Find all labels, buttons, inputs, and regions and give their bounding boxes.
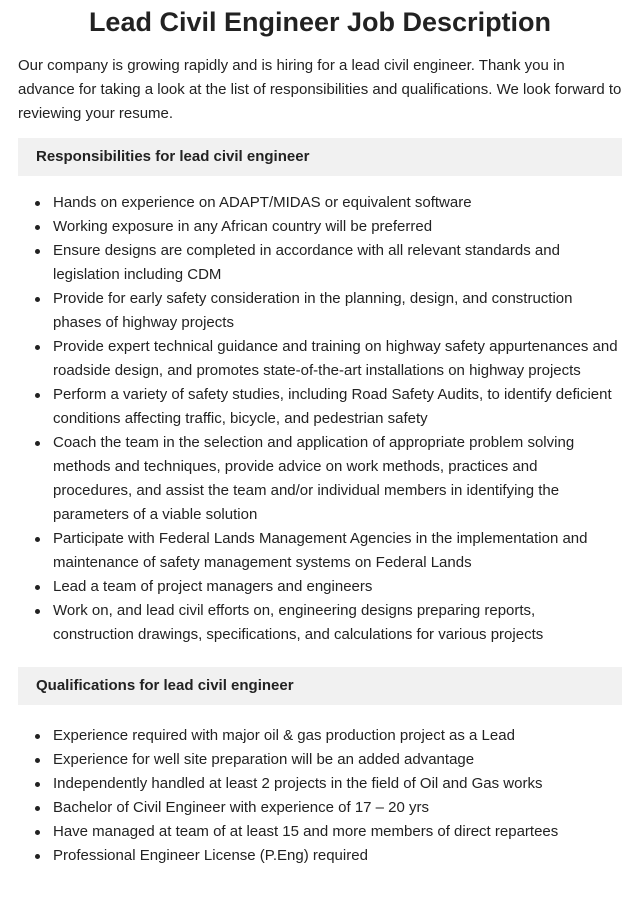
bullet-icon — [35, 441, 40, 446]
list-item — [18, 383, 622, 431]
list-item-text: Hands on experience on ADAPT/MIDAS or equivalent software — [53, 194, 472, 211]
qualifications-list — [18, 724, 622, 868]
list-item-text: Provide for early safety consideration in the planning, design, and construction phases of highway projects — [53, 290, 573, 331]
list-item — [18, 527, 622, 575]
responsibilities-list — [18, 191, 622, 647]
list-item — [18, 724, 622, 748]
list-item-text: Have managed at team of at least 15 and more members of direct repartees — [53, 823, 559, 840]
list-item-text: Ensure designs are completed in accordance with all relevant standards and legislation including CDM — [53, 242, 560, 283]
list-item — [18, 844, 622, 868]
bullet-icon — [35, 782, 40, 787]
list-item-text: Professional Engineer License (P.Eng) required — [53, 847, 368, 864]
list-item-text: Perform a variety of safety studies, including Road Safety Audits, to identify deficient conditions affecting traffic, bicycle, and pedestrian safety — [53, 386, 612, 427]
list-item — [18, 431, 622, 527]
page-title: Lead Civil Engineer Job Description — [88, 7, 552, 37]
bullet-icon — [35, 806, 40, 811]
bullet-icon — [35, 609, 40, 614]
bullet-icon — [35, 854, 40, 859]
list-item-text: Working exposure in any African country will be preferred — [53, 218, 433, 235]
intro-paragraph: Our company is growing rapidly and is hiring for a lead civil engineer. Thank you in advance for taking a look at the list of responsibilities and qualifications. We look forward to reviewing your resume. — [18, 57, 622, 122]
bullet-icon — [35, 734, 40, 739]
responsibilities-heading: Responsibilities for lead civil engineer — [18, 138, 622, 176]
list-item — [18, 335, 622, 383]
list-item — [18, 575, 622, 599]
bullet-icon — [35, 585, 40, 590]
list-item-text: Lead a team of project managers and engineers — [53, 578, 373, 595]
list-item-text: Independently handled at least 2 projects in the field of Oil and Gas works — [53, 775, 543, 792]
list-item-text: Coach the team in the selection and application of appropriate problem solving methods and techniques, provide advice on work methods, practices and procedures, and assist the team and/or individual members in identifying the parameters of a viable solution — [53, 434, 575, 523]
bullet-icon — [35, 249, 40, 254]
bullet-icon — [35, 225, 40, 230]
list-item-text: Bachelor of Civil Engineer with experience of 17 – 20 yrs — [53, 799, 430, 816]
list-item — [18, 599, 622, 647]
list-item-text: Experience for well site preparation will be an added advantage — [53, 751, 475, 768]
list-item — [18, 239, 622, 287]
bullet-icon — [35, 297, 40, 302]
bullet-icon — [35, 537, 40, 542]
list-item-text: Experience required with major oil & gas production project as a Lead — [53, 727, 515, 744]
list-item — [18, 772, 622, 796]
bullet-icon — [35, 345, 40, 350]
bullet-icon — [35, 758, 40, 763]
list-item — [18, 191, 622, 215]
list-item — [18, 796, 622, 820]
list-item — [18, 820, 622, 844]
list-item-text: Participate with Federal Lands Management Agencies in the implementation and maintenance of safety management systems on Federal Lands — [53, 530, 588, 571]
bullet-icon — [35, 201, 40, 206]
qualifications-heading: Qualifications for lead civil engineer — [18, 667, 622, 705]
list-item — [18, 748, 622, 772]
bullet-icon — [35, 830, 40, 835]
bullet-icon — [35, 393, 40, 398]
list-item-text: Provide expert technical guidance and training on highway safety appurtenances and roadside design, and promotes state-of-the-art installations on highway projects — [53, 338, 618, 379]
list-item-text: Work on, and lead civil efforts on, engineering designs preparing reports, construction drawings, specifications, and calculations for various projects — [53, 602, 544, 643]
list-item — [18, 287, 622, 335]
list-item — [18, 215, 622, 239]
